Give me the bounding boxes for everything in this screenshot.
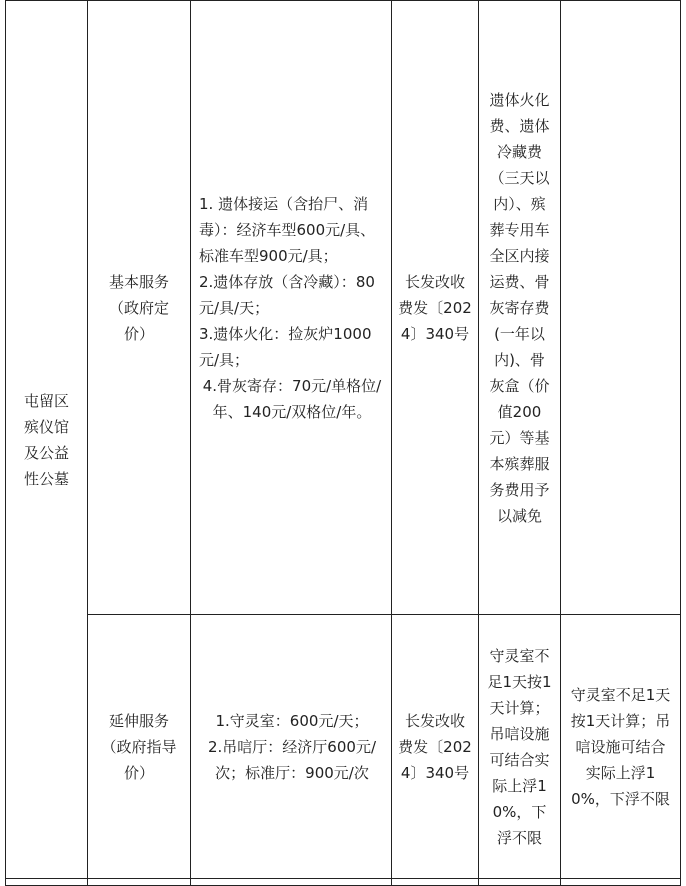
items-cell xyxy=(191,1,392,615)
fee-table xyxy=(5,0,681,886)
empty-cell xyxy=(191,879,392,886)
empty-cell xyxy=(479,879,561,886)
list-item: 2.吊唁厅：经济厅600元/次；标准厅：900元/次 xyxy=(208,737,376,782)
table-row xyxy=(6,1,681,615)
table-row xyxy=(6,879,681,886)
list-item: 4.骨灰寄存：70元/单格位/年、140元/双格位/年。 xyxy=(202,376,382,421)
remark-cell: 守灵室不足1天按1天计算；吊唁设施可结合实际上浮10%，下浮不限 xyxy=(561,615,681,879)
items-cell xyxy=(191,615,392,879)
category-cell: 基本服务（政府定价） xyxy=(88,1,191,615)
list-item: 2.遗体存放（含冷藏）：80元/具/天； xyxy=(199,272,375,317)
unit-name-cell: 屯留区殡仪馆及公益性公墓 xyxy=(6,1,88,879)
category-cell: 延伸服务（政府指导价） xyxy=(88,615,191,879)
list-item: 1.守灵室：600元/天； xyxy=(215,711,369,730)
empty-cell xyxy=(88,879,191,886)
basis-cell: 长发改收费发〔2024〕340号 xyxy=(392,1,479,615)
empty-cell xyxy=(6,879,88,886)
list-item: 3.遗体火化：捡灰炉1000元/具； xyxy=(199,324,372,369)
remark-cell xyxy=(561,1,681,615)
note-cell: 守灵室不足1天按1天计算；吊唁设施可结合实际上浮10%，下浮不限 xyxy=(479,615,561,879)
empty-cell xyxy=(561,879,681,886)
table-row xyxy=(6,615,681,879)
list-item: 1. 遗体接运（含抬尸、消毒）：经济车型600元/具、标准车型900元/具； xyxy=(199,194,376,265)
basis-cell: 长发改收费发〔2024〕340号 xyxy=(392,615,479,879)
empty-cell xyxy=(392,879,479,886)
note-cell: 遗体火化费、遗体冷藏费（三天以内）、殡葬专用车全区内接运费、骨灰寄存费(一年以内)、骨灰盒（价值200元）等基本殡葬服务费用予以减免 xyxy=(479,1,561,615)
